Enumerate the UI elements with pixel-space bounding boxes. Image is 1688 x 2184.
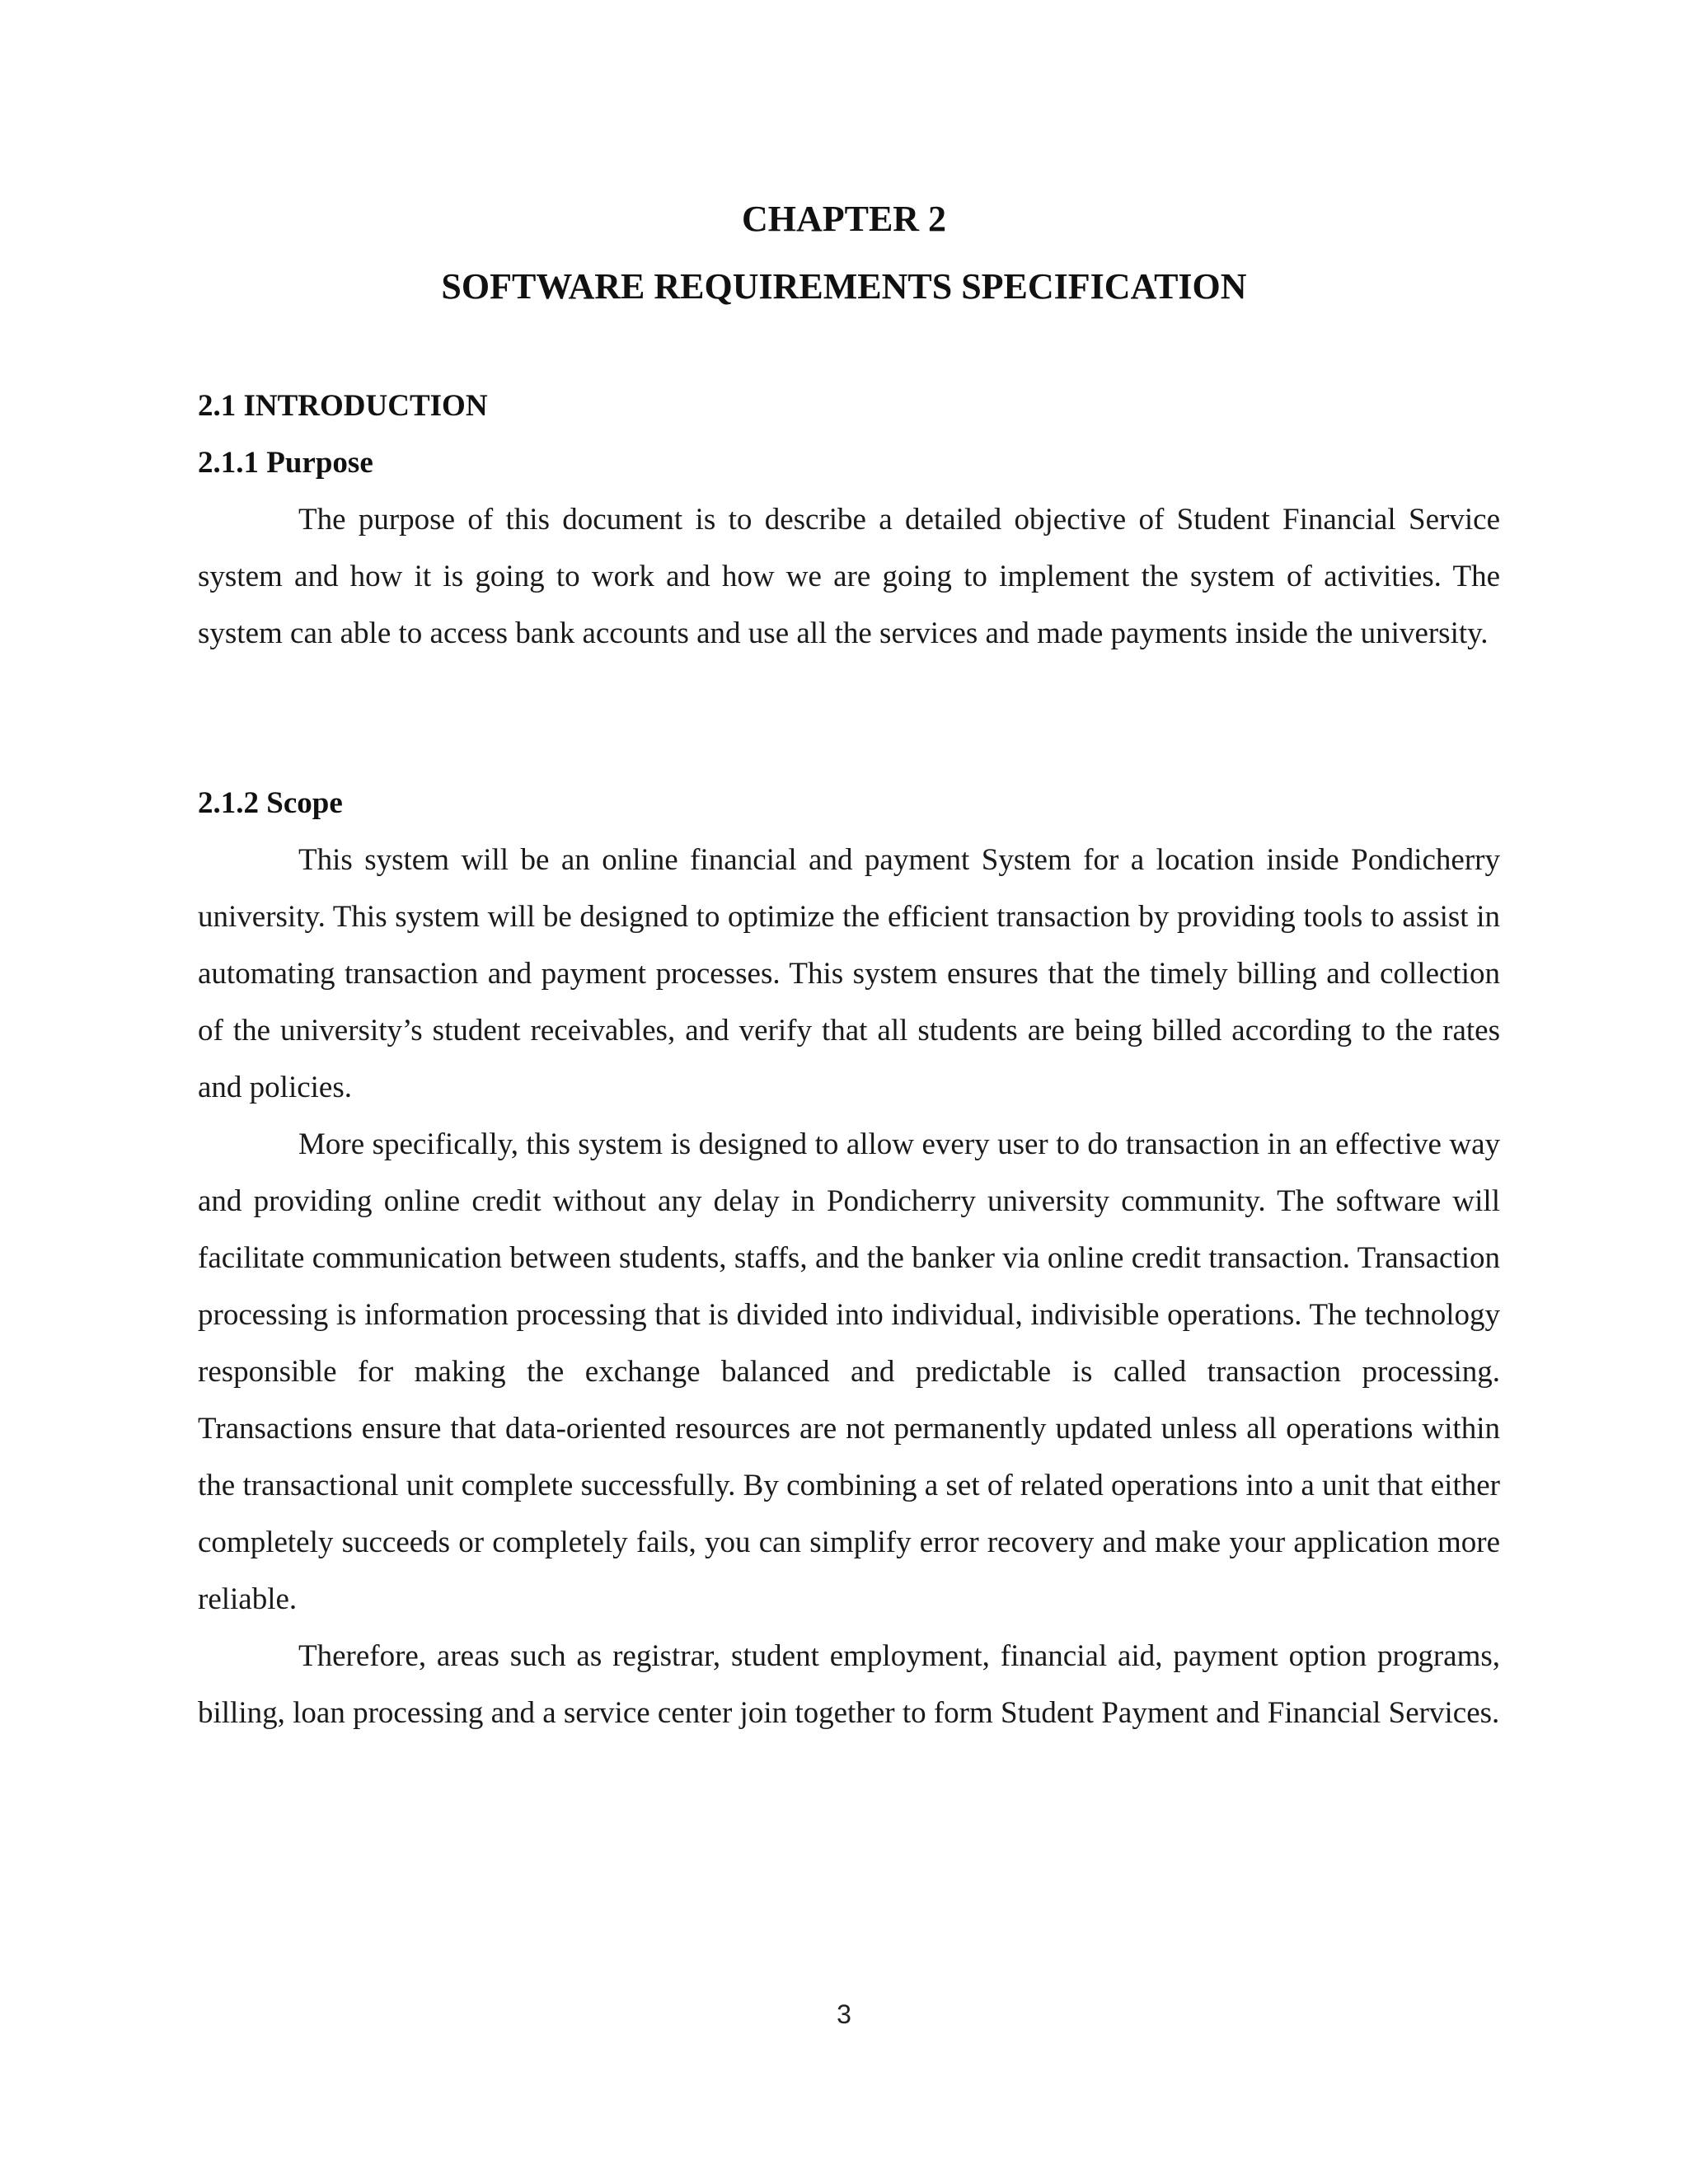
chapter-title: SOFTWARE REQUIREMENTS SPECIFICATION [441,266,1247,307]
section-heading-purpose: 2.1.1 Purpose [198,446,373,480]
introduction-section [198,377,1500,662]
scope-paragraph-1: This system will be an online financial and payment System for a location inside Pondicherry university. This system will be designed to optimize the efficient transaction by providing tools to assist in automating transaction and payment processes. This system ensures that the timely billing and collection of the university’s student receivables, and verify that all students are being billed according to the rates and policies. [198,843,1500,1104]
chapter-number: CHAPTER 2 [741,199,947,239]
section-heading-scope: 2.1.2 Scope [198,786,343,820]
purpose-paragraph: The purpose of this document is to describe a detailed objective of Student Financial Service system and how it is going to work and how we are going to implement the system of activities. The system can able to access bank accounts and use all the services and made payments inside the university. [198,503,1500,650]
scope-paragraph-2: More specifically, this system is designed to allow every user to do transaction in an effective way and providing online credit without any delay in Pondicherry university community. The software will facilitate communication between students, staffs, and the banker via online credit transaction. Transaction processing is information processing that is divided into individual, indivisible operations. The technology responsible for making the exchange balanced and predictable is called transaction processing. Transactions ensure that data-oriented resources are not permanently updated unless all operations within the transactional unit complete successfully. By combining a set of related operations into a unit that either completely succeeds or completely fails, you can simplify error recovery and make your application more reliable. [198,1127,1500,1616]
scope-paragraph-3: Therefore, areas such as registrar, student employment, financial aid, payment option programs, billing, loan processing and a service center join together to form Student Payment and Financial Services. [198,1639,1500,1730]
section-heading-introduction: 2.1 INTRODUCTION [198,389,488,423]
scope-section [198,775,1500,1741]
page-number: 3 [837,1999,851,2029]
